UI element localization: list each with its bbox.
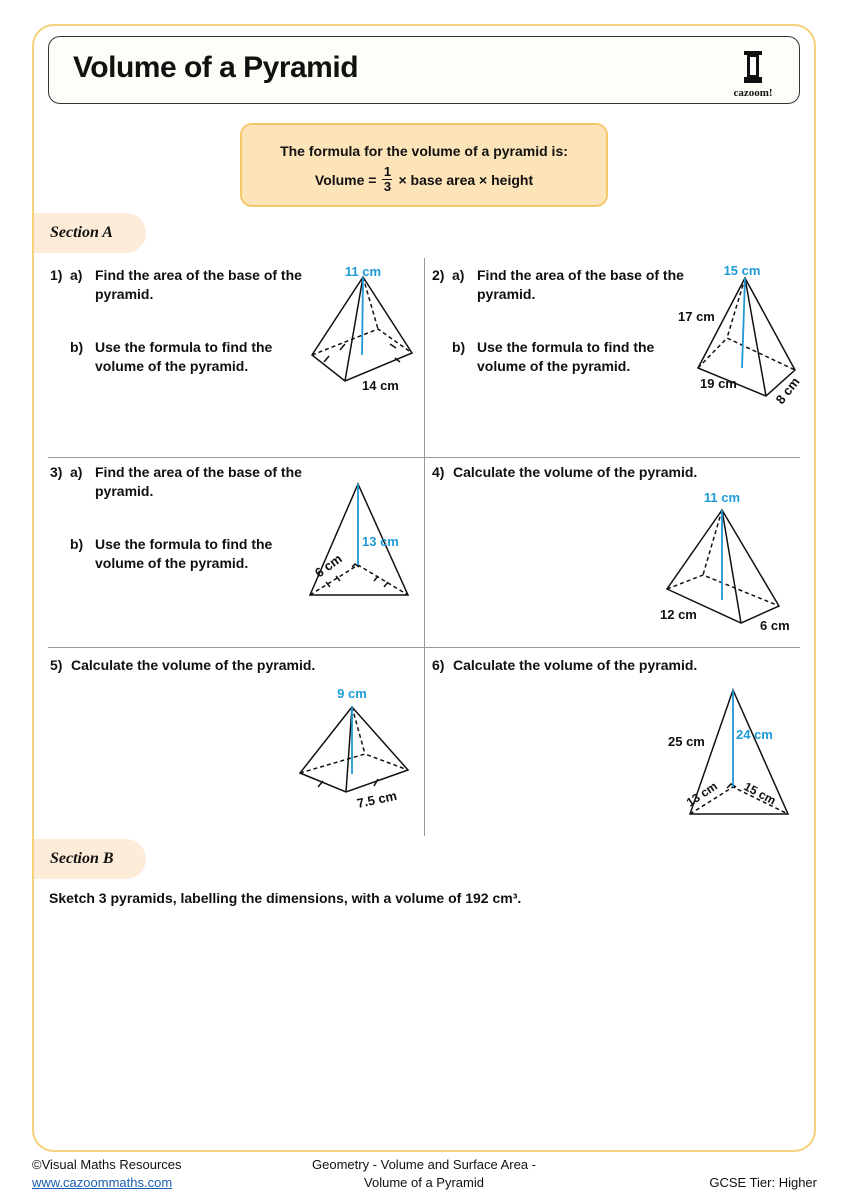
- formula-suffix: × base area × height: [398, 171, 534, 188]
- pyramid-1-diagram: [300, 260, 424, 400]
- q3-side-label: 6 cm: [311, 550, 345, 581]
- q1-height-label: 11 cm: [344, 264, 382, 279]
- q4-number: 4): [432, 464, 445, 480]
- q1-a-text: Find the area of the base of the pyramid.: [95, 267, 302, 302]
- q2-b-text: Use the formula to find the volume of the pyramid.: [477, 339, 655, 374]
- formula-fraction: [382, 165, 392, 194]
- q6-number: 6): [432, 657, 445, 673]
- pyramid-3-diagram: [300, 470, 424, 606]
- footer-tier: GCSE Tier: Higher: [709, 1175, 817, 1190]
- header-bar: [48, 36, 800, 104]
- q6-slant-label: 25 cm: [668, 734, 705, 749]
- q2-a-text: Find the area of the base of the pyramid.: [477, 267, 684, 302]
- q6-height-label: 24 cm: [736, 727, 773, 742]
- footer-topic-line2: Volume of a Pyramid: [364, 1175, 484, 1190]
- grid-divider-row2: [48, 647, 800, 648]
- grid-divider-vertical: [424, 258, 425, 836]
- q1-number: 1): [50, 267, 63, 283]
- q3-height-label: 13 cm: [362, 534, 399, 549]
- footer-topic-line1: Geometry - Volume and Surface Area -: [312, 1157, 536, 1172]
- q4-length-label: 12 cm: [660, 607, 697, 622]
- formula-prefix: Volume =: [314, 171, 377, 188]
- cazoom-logo: [723, 47, 783, 99]
- formula-expression: [242, 165, 606, 194]
- q6-side-a-label: 13 cm: [683, 778, 720, 810]
- q1-base-label: 14 cm: [362, 378, 399, 393]
- section-b-task: Sketch 3 pyramids, labelling the dimensions, with a volume of 192 cm³.: [49, 890, 522, 906]
- pyramid-6-diagram: [660, 682, 800, 822]
- q2-a-label: a): [452, 267, 465, 283]
- q5-height-label: 9 cm: [337, 686, 367, 701]
- logo-text: cazoom!: [733, 87, 773, 99]
- q6-text: Calculate the volume of the pyramid.: [453, 657, 698, 673]
- q2-width-label: 8 cm: [772, 374, 803, 407]
- q6-side-b-label: 15 cm: [741, 779, 779, 808]
- logo-glass-icon: [723, 47, 783, 87]
- footer-website-link[interactable]: www.cazoommaths.com: [32, 1175, 173, 1190]
- q4-width-label: 6 cm: [760, 618, 790, 633]
- grid-divider-row1: [48, 457, 800, 458]
- pyramid-5-diagram: [290, 682, 420, 817]
- q3-number: 3): [50, 464, 63, 480]
- q5-base-label: 7.5 cm: [355, 787, 399, 811]
- q2-b-label: b): [452, 339, 466, 355]
- q1-b-label: b): [70, 339, 84, 355]
- q2-number: 2): [432, 267, 445, 283]
- q3-a-text: Find the area of the base of the pyramid.: [95, 464, 302, 499]
- q2-slant-label: 17 cm: [678, 309, 715, 324]
- pyramid-2-diagram: [670, 260, 810, 410]
- q4-height-label: 11 cm: [703, 490, 741, 505]
- q3-b-label: b): [70, 536, 84, 552]
- q5-text: Calculate the volume of the pyramid.: [71, 657, 316, 673]
- fraction-denominator: 3: [383, 179, 392, 194]
- section-a-tab: [34, 213, 146, 253]
- formula-intro: The formula for the volume of a pyramid is:: [280, 143, 568, 159]
- pyramid-4-diagram: [655, 488, 805, 638]
- formula-box: [240, 123, 608, 207]
- q3-a-label: a): [70, 464, 83, 480]
- q2-height-label: 15 cm: [723, 263, 761, 278]
- section-a-label: Section A: [50, 224, 113, 241]
- q3-b-text: Use the formula to find the volume of the pyramid.: [95, 536, 273, 571]
- footer-copyright: ©Visual Maths Resources: [32, 1157, 182, 1172]
- page-title: Volume of a Pyramid: [73, 51, 359, 84]
- section-b-tab: [34, 839, 146, 879]
- q4-text: Calculate the volume of the pyramid.: [453, 464, 698, 480]
- q1-b-text: Use the formula to find the volume of the pyramid.: [95, 339, 273, 374]
- section-b-label: Section B: [50, 850, 114, 867]
- fraction-numerator: 1: [383, 164, 392, 179]
- q2-length-label: 19 cm: [700, 376, 737, 391]
- q1-a-label: a): [70, 267, 83, 283]
- q5-number: 5): [50, 657, 63, 673]
